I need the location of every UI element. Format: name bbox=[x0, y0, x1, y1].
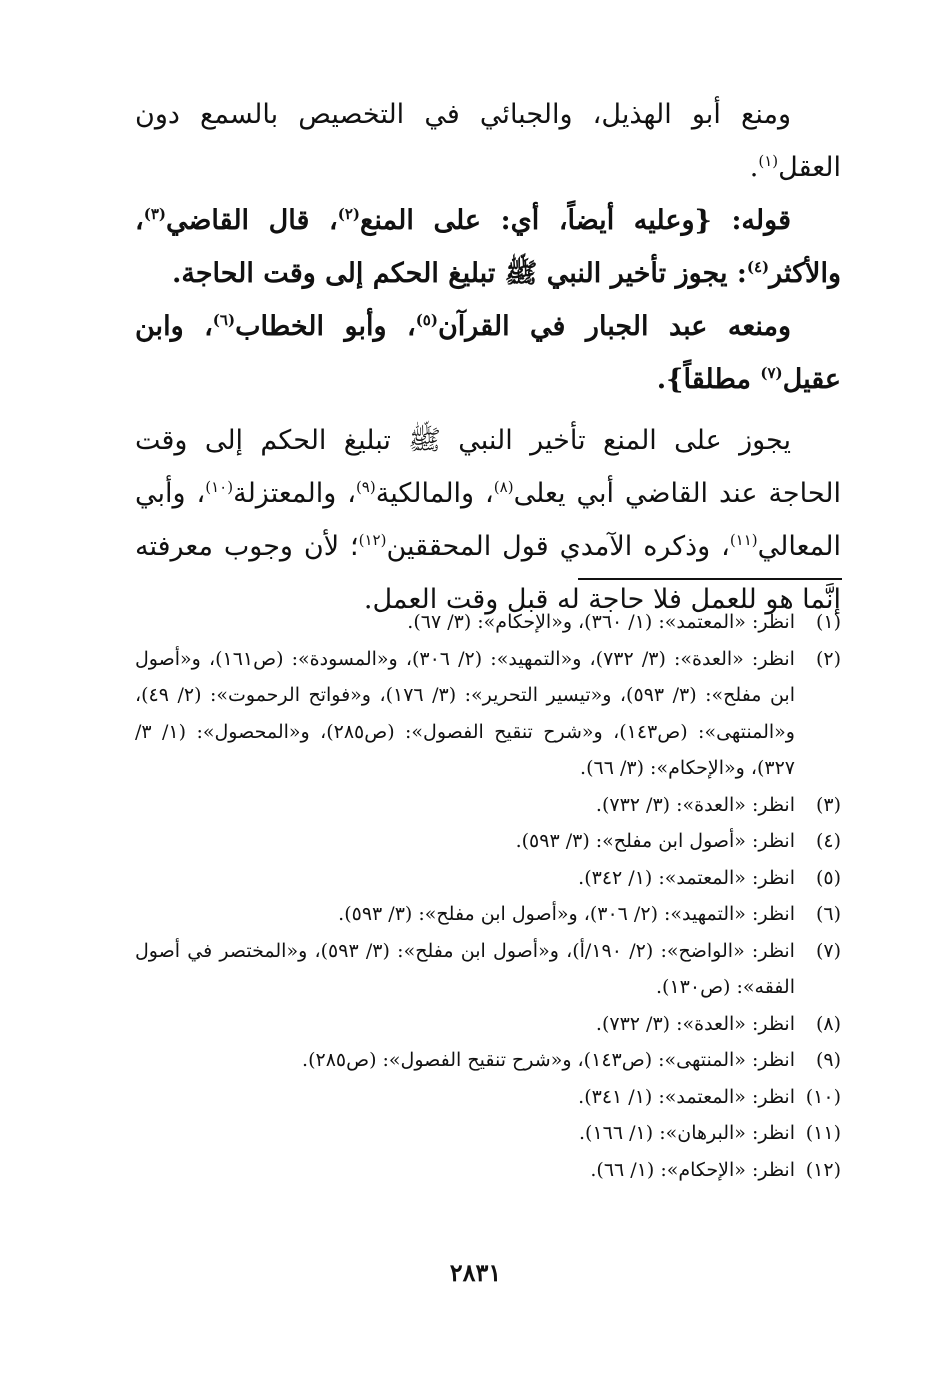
paragraph-1 bbox=[135, 88, 841, 194]
footnote-number: (٢) bbox=[815, 647, 841, 670]
paragraph-4-text-f: ؛ لأن وجوب معرفته إنَّما هو للعمل فلا حاجة له قبل وقت العمل. bbox=[135, 531, 841, 615]
footnote bbox=[135, 896, 841, 933]
footnote-number: (٣) bbox=[815, 793, 841, 816]
paragraph-4-text-c: ، والمعتزلة bbox=[233, 478, 356, 509]
paragraph-3 bbox=[135, 300, 841, 406]
footnote-number: (١٢) bbox=[805, 1158, 841, 1181]
footnote-ref: (٩) bbox=[355, 478, 376, 496]
paragraph-2-text-d: : يجوز تأخير النبي ﷺ تبليغ الحكم إلى وقت الحاجة. bbox=[171, 258, 747, 289]
paragraph-3-text-a: ومنعه عبد الجبار في القرآن bbox=[437, 311, 792, 342]
footnotes bbox=[135, 604, 841, 1188]
footnote-ref: (٣) bbox=[143, 205, 166, 223]
footnote bbox=[135, 787, 841, 824]
footnote-text: انظر: «أصول ابن مفلح»: (٣/ ٥٩٣). bbox=[515, 830, 795, 852]
footnote-ref: (٥) bbox=[415, 311, 438, 329]
footnote-ref: (١٠) bbox=[205, 478, 234, 496]
footnote-text: انظر: «العدة»: (٣/ ٧٣٢). bbox=[595, 793, 795, 816]
footnote bbox=[135, 1079, 841, 1116]
footnote-ref: (٨) bbox=[493, 478, 514, 496]
footnote-number: (٤) bbox=[815, 830, 841, 852]
footnote-text: انظر: «المعتمد»: (١/ ٣٤٢). bbox=[578, 866, 795, 889]
footnote-number: (١١) bbox=[805, 1122, 841, 1144]
footnote bbox=[135, 933, 841, 1006]
footnote-number: (١٠) bbox=[805, 1085, 841, 1108]
paragraph-2-text-b: ، قال القاضي bbox=[166, 205, 338, 236]
footnote-number: (١) bbox=[815, 611, 841, 633]
paragraph-4-text-e: ، وذكره الآمدي قول المحققين bbox=[386, 531, 730, 562]
footnote-text: انظر: «المنتهى»: (ص١٤٣)، و«شرح تنقيح الفصول»: (ص٢٨٥). bbox=[302, 1049, 795, 1071]
footnote-text: انظر: «الواضح»: (٢/ ١٩٠/أ)، و«أصول ابن مفلح»: (٣/ ٥٩٣)، و«المختصر في أصول الفقه»: (ص١٣٠). bbox=[135, 939, 795, 998]
footnote-text: انظر: «الإحكام»: (١/ ٦٦). bbox=[590, 1158, 795, 1181]
footnote-ref: (٧) bbox=[760, 364, 783, 382]
footnote-number: (٨) bbox=[815, 1012, 841, 1035]
footnote bbox=[135, 604, 841, 641]
paragraph-4 bbox=[135, 414, 841, 626]
page-number: ٢٨٣١ bbox=[449, 1258, 502, 1287]
main-text bbox=[135, 88, 841, 626]
footnote-separator bbox=[578, 578, 842, 580]
paragraph-3-text-b: ، وأبو الخطاب bbox=[235, 311, 416, 342]
paragraph-4-text-b: ، والمالكية bbox=[375, 478, 494, 509]
paragraph-3-text-c: ، وابن عقيل bbox=[135, 311, 841, 395]
footnote bbox=[135, 860, 841, 897]
paragraph-2-text-a: قوله: {وعليه أيضاً، أي: على المنع bbox=[360, 205, 791, 236]
footnote bbox=[135, 641, 841, 787]
footnote-text: انظر: «المعتمد»: (١/ ٣٦٠)، و«الإحكام»: (٣/ ٦٧). bbox=[407, 611, 795, 633]
footnote-number: (٥) bbox=[815, 866, 841, 889]
footnote-ref: (١١) bbox=[729, 531, 758, 549]
footnote bbox=[135, 1115, 841, 1152]
footnote-number: (٧) bbox=[815, 939, 841, 962]
paragraph-2-text-c: ، والأكثر bbox=[135, 205, 841, 289]
paragraph-2 bbox=[135, 194, 841, 300]
footnote-number: (٩) bbox=[815, 1049, 841, 1071]
footnote-text: انظر: «البرهان»: (١/ ١٦٦). bbox=[579, 1122, 795, 1144]
paragraph-1-text: ومنع أبو الهذيل، والجبائي في التخصيص بالسمع دون العقل bbox=[135, 99, 841, 183]
paragraph-4-text-a: يجوز على المنع تأخير النبي ﷺ تبليغ الحكم إلى وقت الحاجة عند القاضي أبي يعلى bbox=[135, 425, 841, 509]
footnote-text: انظر: «العدة»: (٣/ ٧٣٢). bbox=[595, 1012, 795, 1035]
paragraph-3-text-d: مطلقاً}. bbox=[656, 364, 761, 395]
footnote-ref: (١٢) bbox=[358, 531, 387, 549]
footnote-ref: (٢) bbox=[337, 205, 360, 223]
footnote bbox=[135, 1042, 841, 1079]
footnote bbox=[135, 1006, 841, 1043]
footnote bbox=[135, 823, 841, 860]
footnote-number: (٦) bbox=[815, 903, 841, 925]
footnote-text: انظر: «التمهيد»: (٢/ ٣٠٦)، و«أصول ابن مفلح»: (٣/ ٥٩٣). bbox=[338, 903, 795, 925]
footnote-ref: (١) bbox=[758, 152, 779, 170]
footnote-ref: (٦) bbox=[212, 311, 236, 329]
footnote-ref: (٤) bbox=[746, 258, 770, 276]
footnote bbox=[135, 1152, 841, 1189]
paragraph-1-end: . bbox=[749, 152, 759, 183]
footnote-text: انظر: «المعتمد»: (١/ ٣٤١). bbox=[578, 1085, 795, 1108]
paragraph-4-text-d: ، وأبي المعالي bbox=[135, 478, 841, 562]
footnote-text: انظر: «العدة»: (٣/ ٧٣٢)، و«التمهيد»: (٢/ ٣٠٦)، و«المسودة»: (ص١٦١)، و«أصول ابن مفلح»: (٣/ ٥٩٣)، و«تيسير التحرير»: (٣/ ١٧٦)، و«فواتح الرحموت»: (٢/ ٤٩)، و«المنتهى»: (ص١٤٣)، و«شرح تنقيح الفصول»: (ص٢٨٥)، و«المحصول»: (١/ ٣/ ٣٢٧)، و«الإحكام»: (٣/ ٦٦). bbox=[135, 647, 795, 779]
